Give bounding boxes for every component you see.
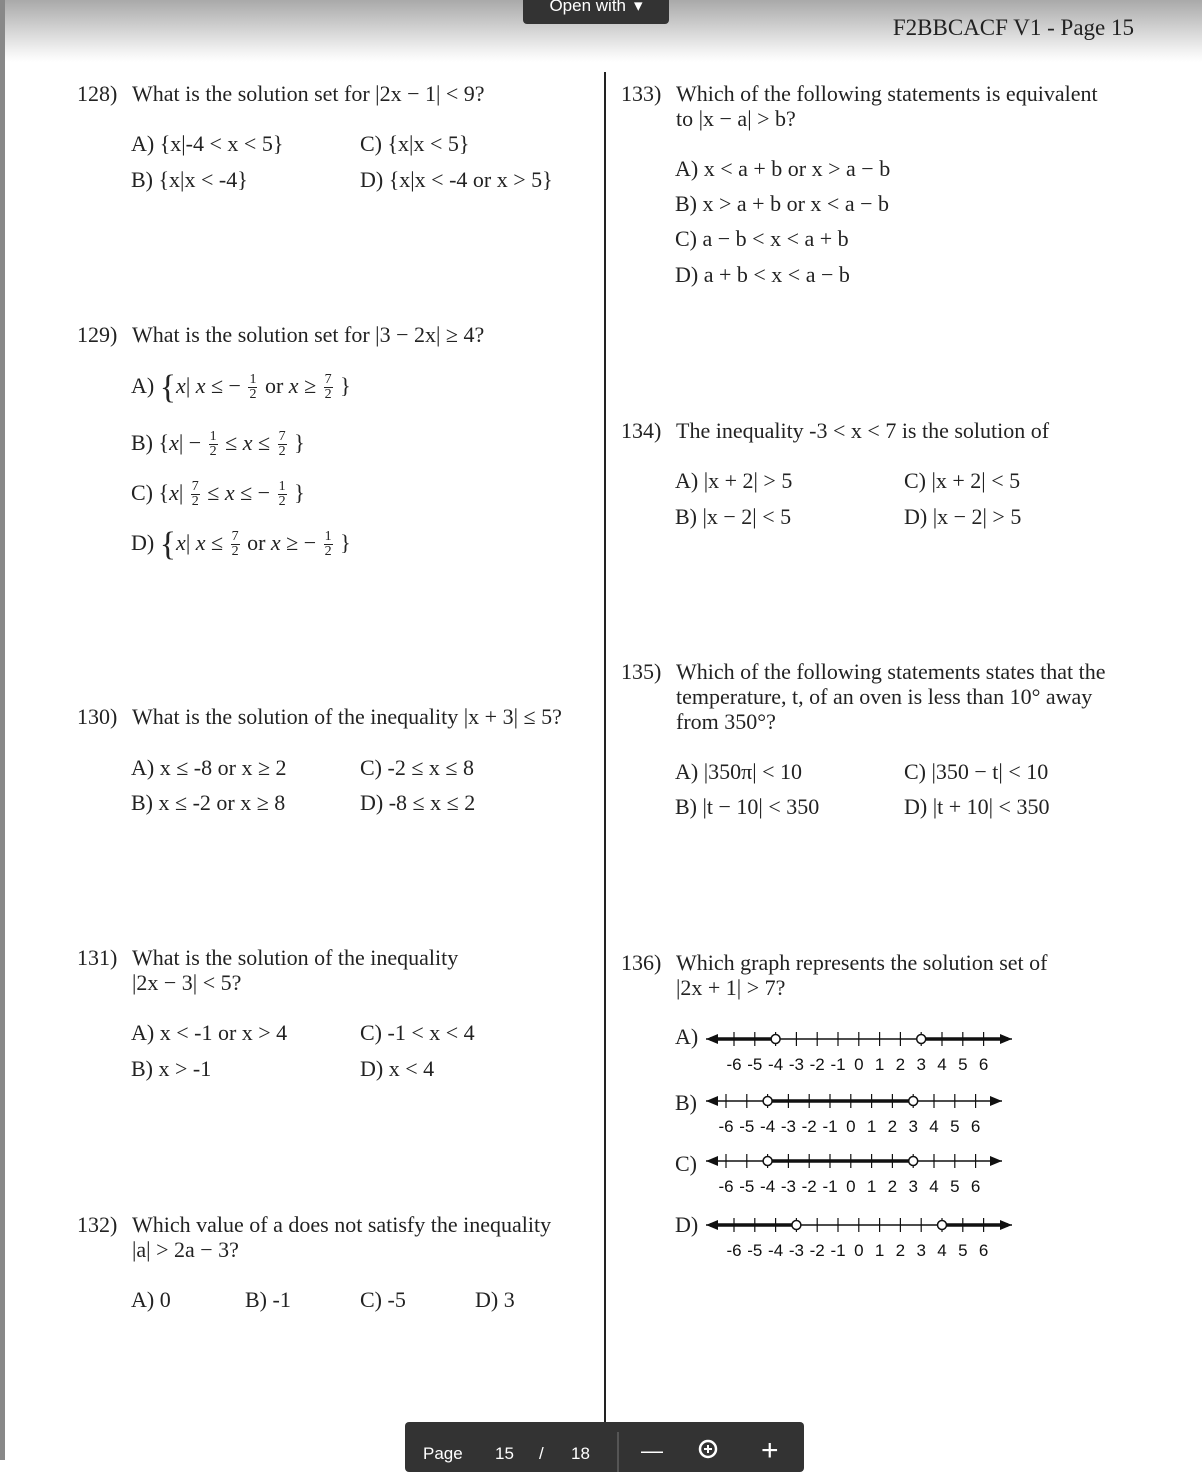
option-label: D) bbox=[131, 530, 155, 555]
tick-label: -5 bbox=[739, 1177, 755, 1196]
tick-label: -4 bbox=[760, 1117, 776, 1136]
question-line-3: from 350°? bbox=[676, 709, 776, 734]
arrow-right bbox=[990, 1156, 1002, 1166]
open-circle bbox=[771, 1035, 780, 1044]
tick-label: -4 bbox=[768, 1241, 784, 1260]
open-circle bbox=[909, 1097, 918, 1106]
option-c: C) |x + 2| < 5 bbox=[904, 468, 1021, 493]
tick-label: -1 bbox=[830, 1055, 846, 1073]
question-text: What is the solution of the inequality |x + 3| ≤ 5? bbox=[132, 704, 562, 729]
open-circle bbox=[909, 1157, 918, 1166]
option-d: D) |x − 2| > 5 bbox=[904, 504, 1022, 529]
option-math: {x| − $\frac{1}{2}$ ≤ x ≤ $\frac{7}{2}$ } bbox=[158, 429, 305, 460]
tick-label: -6 bbox=[718, 1177, 734, 1196]
tick-label: 3 bbox=[916, 1055, 926, 1073]
option-b bbox=[131, 430, 305, 459]
option-d: D) |t + 10| < 350 bbox=[904, 794, 1050, 819]
option-b: B) x > -1 bbox=[131, 1056, 212, 1081]
tick-label: -3 bbox=[780, 1117, 796, 1136]
option-b: B) -1 bbox=[245, 1287, 291, 1312]
open-circle bbox=[792, 1221, 801, 1230]
open-with-label: Open with bbox=[549, 0, 626, 15]
option-label: B) bbox=[131, 430, 153, 455]
zoom-out-button[interactable]: — bbox=[641, 1438, 663, 1463]
tick-label: 0 bbox=[854, 1055, 864, 1073]
tick-label: 6 bbox=[970, 1117, 981, 1136]
open-circle bbox=[763, 1097, 772, 1106]
arrow-right bbox=[990, 1096, 1002, 1106]
tick-label: 6 bbox=[978, 1055, 989, 1073]
tick-label: -4 bbox=[760, 1177, 776, 1196]
option-math: {x| $\frac{7}{2}$ ≤ x ≤ − $\frac{1}{2}$ } bbox=[158, 479, 305, 510]
option-b: B) {x|x < -4} bbox=[131, 167, 248, 192]
page-total: 18 bbox=[571, 1444, 590, 1463]
option-label: C) bbox=[131, 480, 153, 505]
question-line-2: temperature, t, of an oven is less than 10° away bbox=[676, 684, 1093, 709]
tick-label: -1 bbox=[822, 1177, 838, 1196]
option-d: D) {x|x < -4 or x > 5} bbox=[360, 167, 553, 192]
pdf-toolbar bbox=[405, 1422, 804, 1472]
tick-label: 3 bbox=[916, 1241, 926, 1260]
tick-label: 1 bbox=[874, 1055, 885, 1073]
tick-label: -1 bbox=[822, 1117, 838, 1136]
question-line-2: |2x + 1| > 7? bbox=[676, 975, 786, 1000]
question-number: 129) bbox=[77, 322, 118, 347]
option-b-label: B) bbox=[675, 1090, 697, 1115]
option-c: C) |350 − t| < 10 bbox=[904, 759, 1049, 784]
tick-label: 5 bbox=[958, 1055, 968, 1073]
option-a: A) 0 bbox=[131, 1287, 171, 1312]
open-circle bbox=[917, 1035, 926, 1044]
question-line-2: |a| > 2a − 3? bbox=[132, 1237, 239, 1262]
option-b: B) |x − 2| < 5 bbox=[675, 504, 792, 529]
tick-label: 0 bbox=[846, 1177, 856, 1196]
question-number: 128) bbox=[77, 81, 118, 106]
tick-label: -6 bbox=[726, 1055, 742, 1073]
tick-label: 2 bbox=[895, 1241, 906, 1260]
tick-label: -1 bbox=[830, 1241, 846, 1260]
page-title: F2BBCACF V1 - Page 15 bbox=[892, 15, 1134, 40]
option-a: A) x < -1 or x > 4 bbox=[131, 1020, 288, 1045]
question-number: 130) bbox=[77, 704, 118, 729]
tick-label: -2 bbox=[809, 1055, 825, 1073]
page-label: Page bbox=[423, 1444, 463, 1463]
open-with-button[interactable] bbox=[523, 0, 669, 24]
tick-label: 3 bbox=[908, 1117, 918, 1136]
open-circle bbox=[938, 1221, 947, 1230]
page-number-input[interactable]: 15 bbox=[495, 1444, 514, 1463]
number-line-b bbox=[700, 1088, 1010, 1136]
question-number: 132) bbox=[77, 1212, 118, 1237]
tick-label: -3 bbox=[788, 1055, 804, 1073]
tick-label: 6 bbox=[978, 1241, 989, 1260]
question-line-1: What is the solution of the inequality bbox=[132, 945, 459, 970]
chevron-down-icon: ▾ bbox=[634, 0, 643, 15]
tick-label: 4 bbox=[937, 1241, 947, 1260]
option-c-label: C) bbox=[675, 1151, 697, 1176]
option-c: C) -1 < x < 4 bbox=[360, 1020, 475, 1045]
tick-label: -4 bbox=[768, 1055, 784, 1073]
option-d bbox=[131, 525, 351, 563]
tick-label: 1 bbox=[874, 1241, 885, 1260]
question-line-1: Which of the following statements is equivalent bbox=[676, 81, 1098, 106]
tick-label: 4 bbox=[929, 1177, 939, 1196]
tick-label: 5 bbox=[958, 1241, 968, 1260]
option-c: C) -5 bbox=[360, 1287, 406, 1312]
question-text: What is the solution set for |3 − 2x| ≥ 4? bbox=[132, 322, 485, 347]
tick-label: 0 bbox=[846, 1117, 856, 1136]
question-text bbox=[676, 81, 1156, 131]
tick-label: 1 bbox=[866, 1177, 877, 1196]
option-a: A) {x|-4 < x < 5} bbox=[131, 131, 284, 156]
zoom-in-button[interactable]: + bbox=[761, 1434, 779, 1467]
tick-label: -2 bbox=[809, 1241, 825, 1260]
option-d-label: D) bbox=[675, 1212, 699, 1237]
option-c bbox=[131, 480, 305, 509]
tick-label: 5 bbox=[950, 1177, 960, 1196]
tick-label: -6 bbox=[726, 1241, 742, 1260]
question-line-2: to |x − a| > b? bbox=[676, 106, 796, 131]
question-number: 135) bbox=[621, 659, 662, 684]
option-d: D) x < 4 bbox=[360, 1056, 435, 1081]
open-circle bbox=[763, 1157, 772, 1166]
tick-label: -5 bbox=[747, 1055, 763, 1073]
question-line-1: Which value of a does not satisfy the inequality bbox=[132, 1212, 552, 1237]
option-b: B) x > a + b or x < a − b bbox=[675, 191, 889, 216]
tick-label: 2 bbox=[887, 1117, 898, 1136]
tick-label: 0 bbox=[854, 1241, 864, 1260]
question-number: 133) bbox=[621, 81, 662, 106]
number-line-d bbox=[700, 1212, 1020, 1260]
question-text: What is the solution set for |2x − 1| < 9? bbox=[132, 81, 485, 106]
question-number: 131) bbox=[77, 945, 118, 970]
option-a: A) x ≤ -8 or x ≥ 2 bbox=[131, 755, 287, 780]
question-line-1: Which graph represents the solution set of bbox=[676, 950, 1048, 975]
tick-label: -2 bbox=[801, 1177, 817, 1196]
option-b: B) x ≤ -2 or x ≥ 8 bbox=[131, 790, 286, 815]
option-d: D) 3 bbox=[475, 1287, 515, 1312]
tick-label: -5 bbox=[739, 1117, 755, 1136]
tick-label: -3 bbox=[780, 1177, 796, 1196]
tick-label: 6 bbox=[970, 1177, 981, 1196]
question-text bbox=[676, 659, 1156, 734]
option-a bbox=[131, 368, 351, 406]
option-math: {x| x ≤ − $\frac{1}{2}$ or x ≥ $\frac{7}{2}$ } bbox=[159, 368, 351, 406]
tick-label: -2 bbox=[801, 1117, 817, 1136]
option-c: C) {x|x < 5} bbox=[360, 131, 470, 156]
arrow-left bbox=[706, 1096, 718, 1106]
tick-label: 3 bbox=[908, 1177, 918, 1196]
tick-label: 4 bbox=[929, 1117, 939, 1136]
number-line-c bbox=[700, 1148, 1010, 1196]
option-math: {x| x ≤ $\frac{7}{2}$ or x ≥ − $\frac{1}{2}$ } bbox=[159, 525, 351, 563]
tick-label: -6 bbox=[718, 1117, 734, 1136]
arrow-left bbox=[706, 1156, 718, 1166]
tick-label: -5 bbox=[747, 1241, 763, 1260]
question-text bbox=[676, 950, 1156, 1000]
option-c: C) a − b < x < a + b bbox=[675, 226, 849, 251]
option-c: C) -2 ≤ x ≤ 8 bbox=[360, 755, 474, 780]
tick-label: 4 bbox=[937, 1055, 947, 1073]
toolbar-divider bbox=[617, 1432, 619, 1472]
question-number: 134) bbox=[621, 418, 662, 443]
option-d: D) -8 ≤ x ≤ 2 bbox=[360, 790, 476, 815]
tick-label: -3 bbox=[788, 1241, 804, 1260]
tick-label: 1 bbox=[866, 1117, 877, 1136]
option-a: A) x < a + b or x > a − b bbox=[675, 156, 891, 181]
option-d: D) a + b < x < a − b bbox=[675, 262, 850, 287]
page-separator: / bbox=[539, 1444, 544, 1463]
question-line-1: Which of the following statements states that the bbox=[676, 659, 1106, 684]
tick-label: 2 bbox=[895, 1055, 906, 1073]
tick-label: 5 bbox=[950, 1117, 960, 1136]
option-a: A) |350π| < 10 bbox=[675, 759, 803, 784]
left-edge bbox=[0, 0, 5, 1460]
question-text: The inequality -3 < x < 7 is the solution of bbox=[676, 418, 1050, 443]
number-line-a bbox=[700, 1025, 1020, 1073]
option-a-label: A) bbox=[675, 1024, 699, 1049]
question-number: 136) bbox=[621, 950, 662, 975]
tick-label: 2 bbox=[887, 1177, 898, 1196]
question-line-2: |2x − 3| < 5? bbox=[132, 970, 242, 995]
question-text bbox=[132, 945, 612, 995]
question-text bbox=[132, 1212, 612, 1262]
option-label: A) bbox=[131, 373, 155, 398]
zoom-icon[interactable] bbox=[698, 1439, 720, 1466]
option-a: A) |x + 2| > 5 bbox=[675, 468, 793, 493]
option-b: B) |t − 10| < 350 bbox=[675, 794, 820, 819]
